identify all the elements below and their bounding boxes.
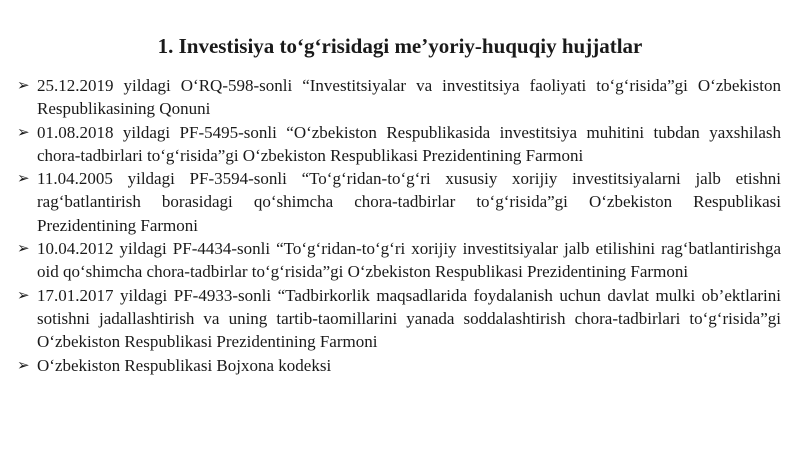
list-item [17, 354, 781, 377]
arrow-bullet-icon: ➢ [17, 285, 30, 304]
document-list [17, 74, 781, 377]
list-item-text: 17.01.2017 yildagi PF-4933-sonli “Tadbirkorlik maqsadlarida foydalanish uchun davlat mulki ob’ektlarini sotishni jadallashtirish va uning tartib-taomillarini yanada soddalashtirish chora-tadbirlari to‘g‘risida”gi O‘zbekiston Respublikasi Prezidentining Farmoni [37, 285, 781, 352]
list-item [17, 121, 781, 168]
arrow-bullet-icon: ➢ [17, 122, 30, 141]
arrow-bullet-icon: ➢ [17, 169, 30, 188]
list-item-text: 25.12.2019 yildagi O‘RQ-598-sonli “Investitsiyalar va investitsiya faoliyati to‘g‘risida”gi O‘zbekiston Respublikasining Qonuni [37, 76, 781, 119]
list-item-text: 10.04.2012 yildagi PF-4434-sonli “To‘g‘ridan-to‘g‘ri xorijiy investitsiyalar jalb etilishini rag‘batlantirishga oid qo‘shimcha chora-tadbirlar to‘g‘risida”gi O‘zbekiston Respublikasi Prezidentining Farmoni [37, 239, 781, 282]
list-item [17, 237, 781, 284]
list-item [17, 284, 781, 354]
arrow-bullet-icon: ➢ [17, 355, 30, 374]
arrow-bullet-icon: ➢ [17, 239, 30, 258]
list-item [17, 74, 781, 121]
list-item-text: O‘zbekiston Respublikasi Bojxona kodeksi [37, 355, 332, 375]
slide-title: 1. Investisiya to‘g‘risidagi me’yoriy-huquqiy hujjatlar [157, 34, 643, 58]
list-item-text: 01.08.2018 yildagi PF-5495-sonli “O‘zbekiston Respublikasida investitsiya muhitini tubdan yaxshilash chora-tadbirlari to‘g‘risida”gi O‘zbekiston Respublikasi Prezidentining Farmoni [37, 122, 781, 165]
arrow-bullet-icon: ➢ [17, 76, 30, 94]
list-item-text: 11.04.2005 yildagi PF-3594-sonli “To‘g‘ridan-to‘g‘ri xususiy xorijiy investitsiyalarni jalb etishni rag‘batlantirish borasidagi qo‘shimcha chora-tadbirlar to‘g‘risida”gi O‘zbekiston Respublikasi Prezidentining Farmoni [37, 169, 781, 235]
list-item [17, 167, 781, 237]
